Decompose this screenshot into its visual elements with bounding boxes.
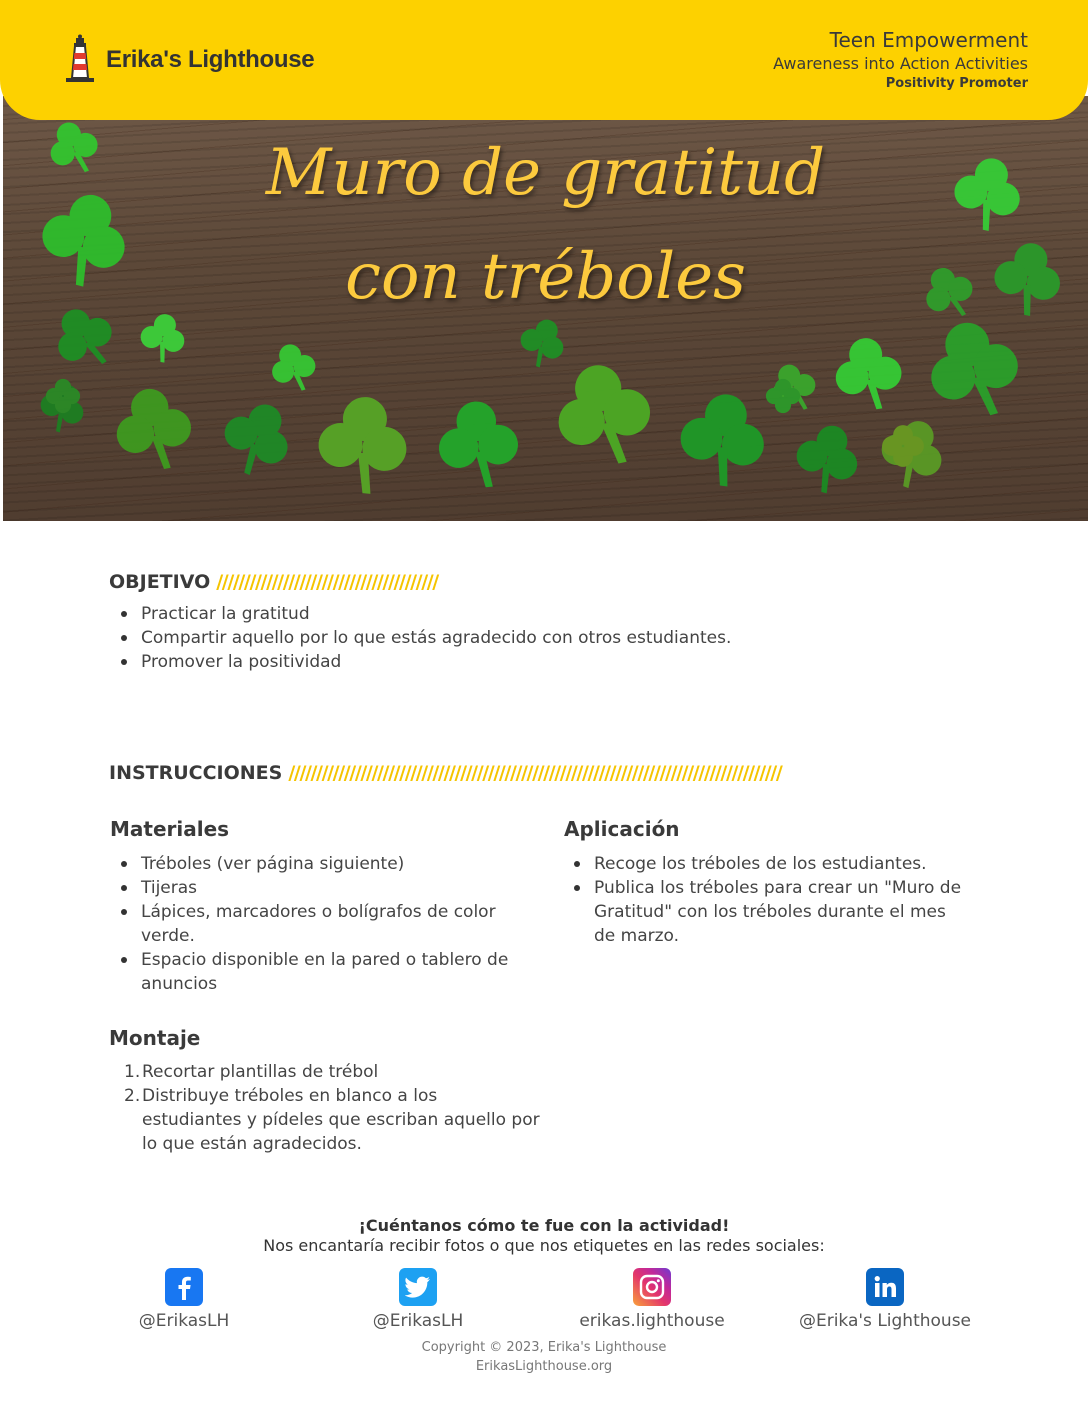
hero-title	[3, 121, 1088, 329]
social-links	[0, 1268, 1088, 1332]
materiales-heading: Materiales	[110, 817, 230, 841]
twitter-handle: @ErikasLH	[372, 1311, 464, 1331]
social-linkedin[interactable]	[785, 1268, 985, 1331]
social-facebook[interactable]	[84, 1268, 284, 1331]
objetivo-list	[109, 602, 809, 674]
instagram-icon	[633, 1268, 671, 1306]
list-item: Publica los tréboles para crear un "Muro de Gratitud" con los tréboles durante el mes de marzo.	[562, 876, 962, 948]
list-item: 2. Distribuye tréboles en blanco a los estudiantes y pídeles que escriban aquello por lo que están agradecidos.	[124, 1086, 540, 1154]
copyright-text: Copyright © 2023, Erika's Lighthouse	[421, 1340, 667, 1355]
objetivo-heading-text: OBJETIVO	[109, 571, 211, 593]
hero-title-line1: Muro de gratitud	[265, 136, 826, 210]
program-category: Positivity Promoter	[885, 76, 1028, 91]
montaje-heading: Montaje	[109, 1026, 201, 1050]
social-twitter[interactable]	[318, 1268, 518, 1331]
aplicacion-list	[562, 852, 962, 948]
footer-cta	[0, 1216, 1088, 1256]
list-item: Tijeras	[109, 876, 539, 900]
linkedin-icon	[866, 1268, 904, 1306]
lighthouse-icon	[62, 34, 98, 86]
list-item: Practicar la gratitud	[109, 602, 809, 626]
brand-logo[interactable]	[62, 34, 314, 86]
montaje-list	[110, 1060, 540, 1156]
cta-text: Nos encantaría recibir fotos o que nos etiquetes en las redes sociales:	[263, 1236, 825, 1255]
facebook-handle: @ErikasLH	[138, 1311, 230, 1331]
list-item: Tréboles (ver página siguiente)	[109, 852, 539, 876]
list-item: Recoge los tréboles de los estudiantes.	[562, 852, 962, 876]
program-subtitle: Awareness into Action Activities	[773, 54, 1028, 73]
hero-image	[3, 96, 1088, 521]
objetivo-heading	[109, 571, 438, 593]
list-item: 1. Recortar plantillas de trébol	[124, 1062, 379, 1082]
aplicacion-heading: Aplicación	[564, 817, 680, 841]
brand-name: Erika's Lighthouse	[106, 46, 315, 73]
instagram-handle: erikas.lighthouse	[579, 1311, 725, 1331]
twitter-icon	[399, 1268, 437, 1306]
montaje-step-2: Distribuye tréboles en blanco a los estudiantes y pídeles que escriban aquello por lo que están agradecidos.	[142, 1086, 540, 1154]
list-item: Lápices, marcadores o bolígrafos de color verde.	[109, 900, 539, 948]
cta-title: ¡Cuéntanos cómo te fue con la actividad!	[358, 1216, 730, 1235]
montaje-step-1: Recortar plantillas de trébol	[142, 1062, 379, 1082]
materiales-list	[109, 852, 539, 996]
list-item: Espacio disponible en la pared o tablero de anuncios	[109, 948, 539, 996]
hero-title-line2: con tréboles	[345, 240, 746, 314]
linkedin-handle: @Erika's Lighthouse	[798, 1311, 972, 1331]
list-item: Compartir aquello por lo que estás agradecido con otros estudiantes.	[109, 626, 809, 650]
program-title: Teen Empowerment	[829, 28, 1028, 52]
instrucciones-heading-text: INSTRUCCIONES	[109, 762, 283, 784]
objetivo-slashes: ////////////////////////////////////////	[216, 571, 438, 593]
instrucciones-slashes: /////////////////////////////////////////////////////////////////////////////////////////	[288, 762, 782, 784]
header-titles	[773, 28, 1028, 93]
copyright-block	[0, 1338, 1088, 1376]
website-link[interactable]: ErikasLighthouse.org	[475, 1359, 613, 1374]
social-instagram[interactable]	[552, 1268, 752, 1331]
header-bar	[0, 0, 1088, 120]
instrucciones-heading	[109, 762, 781, 784]
facebook-icon	[165, 1268, 203, 1306]
list-item: Promover la positividad	[109, 650, 809, 674]
